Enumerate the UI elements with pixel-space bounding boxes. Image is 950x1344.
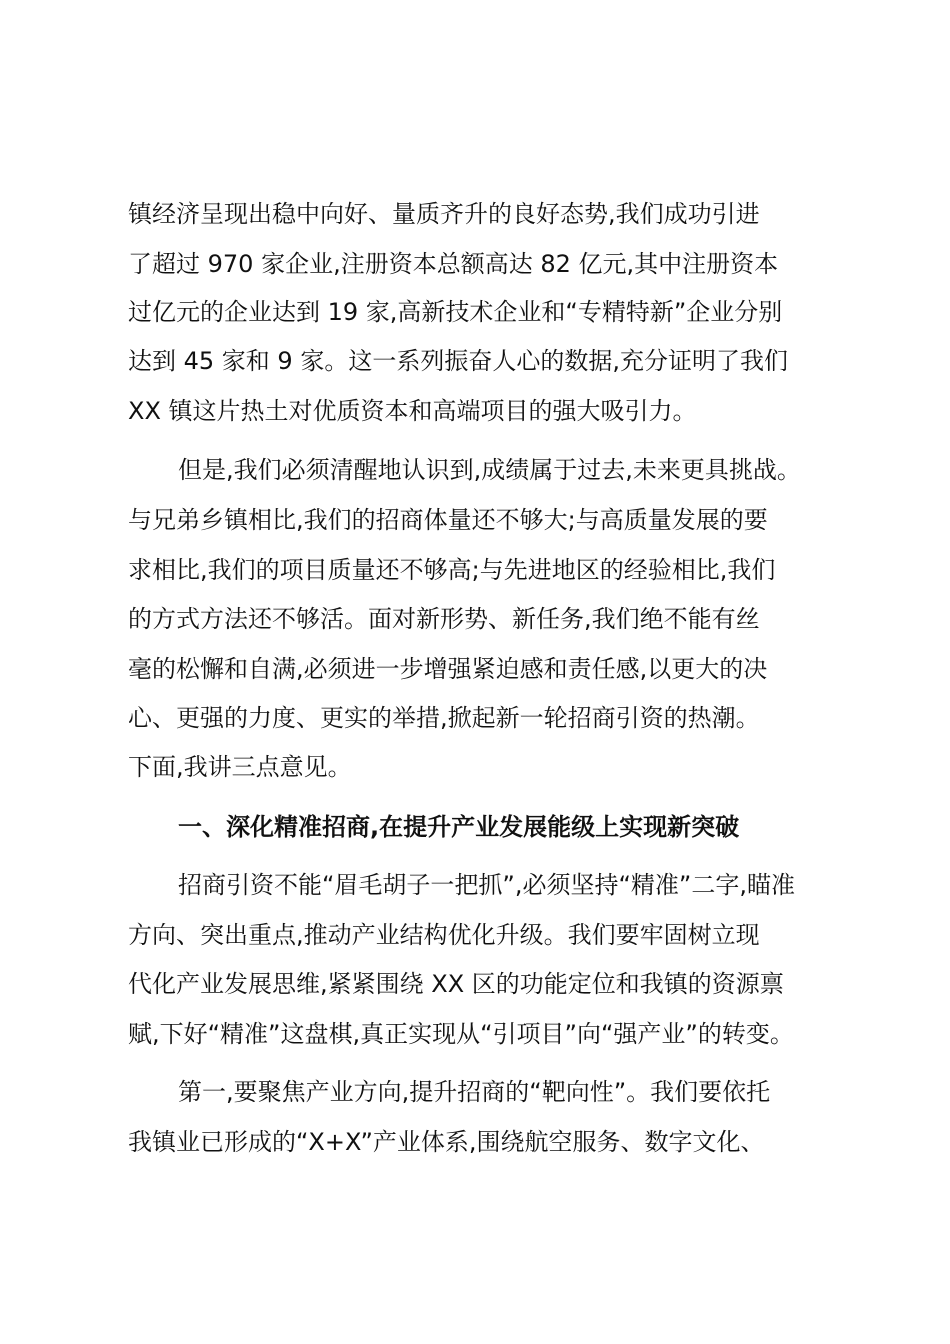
text-line: 求相比,我们的项目质量还不够高;与先进地区的经验相比,我们 [128, 556, 776, 584]
text-line: 但是,我们必须清醒地认识到,成绩属于过去,未来更具挑战。 [178, 456, 801, 484]
text-line: 毫的松懈和自满,必须进一步增强紧迫感和责任感,以更大的决 [128, 655, 768, 683]
text-line: 招商引资不能“眉毛胡子一把抓”,必须坚持“精准”二字,瞄准 [178, 871, 795, 899]
text-line: 我镇业已形成的“X+X”产业体系,围绕航空服务、数字文化、 [128, 1128, 765, 1156]
text-line: 了超过 970 家企业,注册资本总额高达 82 亿元,其中注册资本 [128, 250, 779, 278]
text-line: 的方式方法还不够活。面对新形势、新任务,我们绝不能有丝 [128, 605, 760, 633]
text-line: 达到 45 家和 9 家。这一系列振奋人心的数据,充分证明了我们 [128, 347, 788, 375]
text-line: 代化产业发展思维,紧紧围绕 XX 区的功能定位和我镇的资源禀 [128, 970, 784, 998]
text-line: 心、更强的力度、更实的举措,掀起新一轮招商引资的热潮。 [128, 704, 760, 732]
text-line: 过亿元的企业达到 19 家,高新技术企业和“专精特新”企业分别 [128, 298, 783, 326]
text-line: 镇经济呈现出稳中向好、量质齐升的良好态势,我们成功引进 [128, 200, 760, 228]
text-line: 赋,下好“精准”这盘棋,真正实现从“引项目”向“强产业”的转变。 [128, 1020, 794, 1048]
text-line: 方向、突出重点,推动产业结构优化升级。我们要牢固树立现 [128, 921, 760, 949]
text-line: 下面,我讲三点意见。 [128, 753, 352, 781]
text-line: XX 镇这片热土对优质资本和高端项目的强大吸引力。 [128, 397, 697, 425]
section-heading: 一、深化精准招商,在提升产业发展能级上实现新突破 [178, 813, 740, 841]
text-line: 与兄弟乡镇相比,我们的招商体量还不够大;与高质量发展的要 [128, 506, 768, 534]
text-line: 第一,要聚焦产业方向,提升招商的“靶向性”。我们要依托 [178, 1078, 771, 1106]
